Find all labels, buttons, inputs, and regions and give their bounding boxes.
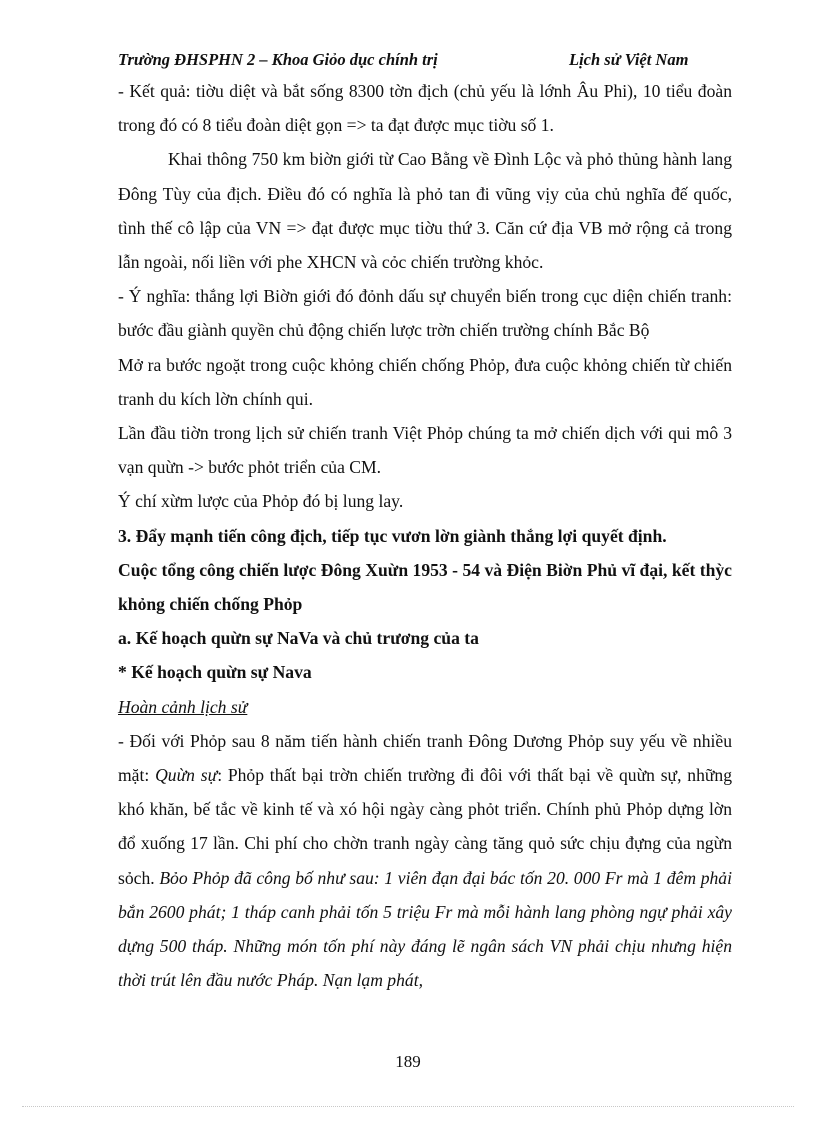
section-subheading-dong-xuan: Cuộc tổng công chiến lược Đông Xuừn 1953 - 54 và Điện Biờn Phủ vĩ đại, kết thỳc khỏng chiến chống Phỏp: [118, 559, 732, 615]
paragraph-border-opening: Khai thông 750 km biờn giới từ Cao Bằng về Đình Lộc và phỏ thủng hành lang Đông Tùy của địch. Điều đó có nghĩa là phỏ tan đi vũng vịy của chủ nghĩa đế quốc, tình thế cô lập của VN => đạt được mục tiờu thứ 3. Căn cứ địa VB mở rộng cả trong lẫn ngoài, nối liền với phe XHCN và cỏc chiến trường khỏc.: [118, 149, 732, 273]
paragraph-invasion-will: Ý chí xừm lược của Phỏp đó bị lung lay.: [118, 491, 404, 512]
paragraph-france-body: : Phỏp thất bại trờn chiến trường đi đôi với thất bại về quừn sự, những khó khăn, bế tắc về kinh tế và xó hội ngày càng phỏt triển. Chính phủ Phỏp dựng lờn đổ xuống 17 lần. Chi phí cho chờn tranh ngày càng tăng quỏ sức chịu đựng của ngừn sỏch.: [118, 765, 732, 888]
subsection-heading-a: a. Kế hoạch quừn sự NaVa và chủ trương của ta: [118, 628, 479, 649]
page-bottom-divider: [22, 1106, 794, 1107]
subsection-heading-nava: * Kế hoạch quừn sự Nava: [118, 662, 312, 683]
header-institution: Trường ĐHSPHN 2 – Khoa Giỏo dục chính trị: [118, 50, 438, 69]
paragraph-france-situation: [118, 724, 732, 998]
page-number: 189: [395, 1052, 421, 1071]
header-subject: Lịch sử Việt Nam: [569, 50, 689, 69]
paragraph-turning-point: Mở ra bước ngoặt trong cuộc khỏng chiến chống Phỏp, đưa cuộc khỏng chiến từ chiến tranh du kích lờn chính qui.: [118, 354, 732, 409]
section-heading-3: 3. Đẩy mạnh tiến công địch, tiếp tục vươn lờn giành thắng lợi quyết định.: [118, 525, 667, 546]
paragraph-first-campaign: Lần đầu tiờn trong lịch sử chiến tranh Việt Phỏp chúng ta mở chiến dịch với qui mô 3 vạn quừn -> bước phỏt triển của CM.: [118, 423, 732, 478]
running-header: [118, 50, 738, 72]
military-term: Quừn sự: [155, 765, 218, 786]
paragraph-france-intro: - Đối với Phỏp sau 8 năm tiến hành chiến tranh Đông Dương Phỏp suy yếu về nhiều mặt:: [118, 730, 732, 786]
paragraph-result: - Kết quả: tiờu diệt và bắt sống 8300 tờn địch (chủ yếu là lớnh Âu Phi), 10 tiểu đoàn trong đó có 8 tiểu đoàn diệt gọn => ta đạt được mục tiờu số 1.: [118, 81, 732, 136]
paragraph-press-quote: Bỏo Phỏp đã công bố như sau: 1 viên đạn đại bác tốn 20. 000 Fr mà 1 đêm phải bắn 2600 phát; 1 tháp canh phải tốn 5 triệu Fr mà mỗi hành lang phòng ngự phải xây dựng 500 tháp. Những món tốn phí này đáng lẽ ngân sách VN phải chịu nhưng hiện thời trút lên đầu nước Pháp. Nạn lạm phát,: [118, 867, 732, 991]
historical-context-label: [118, 690, 732, 724]
paragraph-significance: - Ý nghĩa: thắng lợi Biờn giới đó đỏnh dấu sự chuyển biến trong cục diện chiến tranh: bước đầu giành quyền chủ động chiến lược trờn chiến trường chính Bắc Bộ: [118, 286, 732, 341]
historical-context-text: Hoàn cảnh lịch sử: [118, 696, 248, 717]
body-text: [118, 74, 732, 997]
